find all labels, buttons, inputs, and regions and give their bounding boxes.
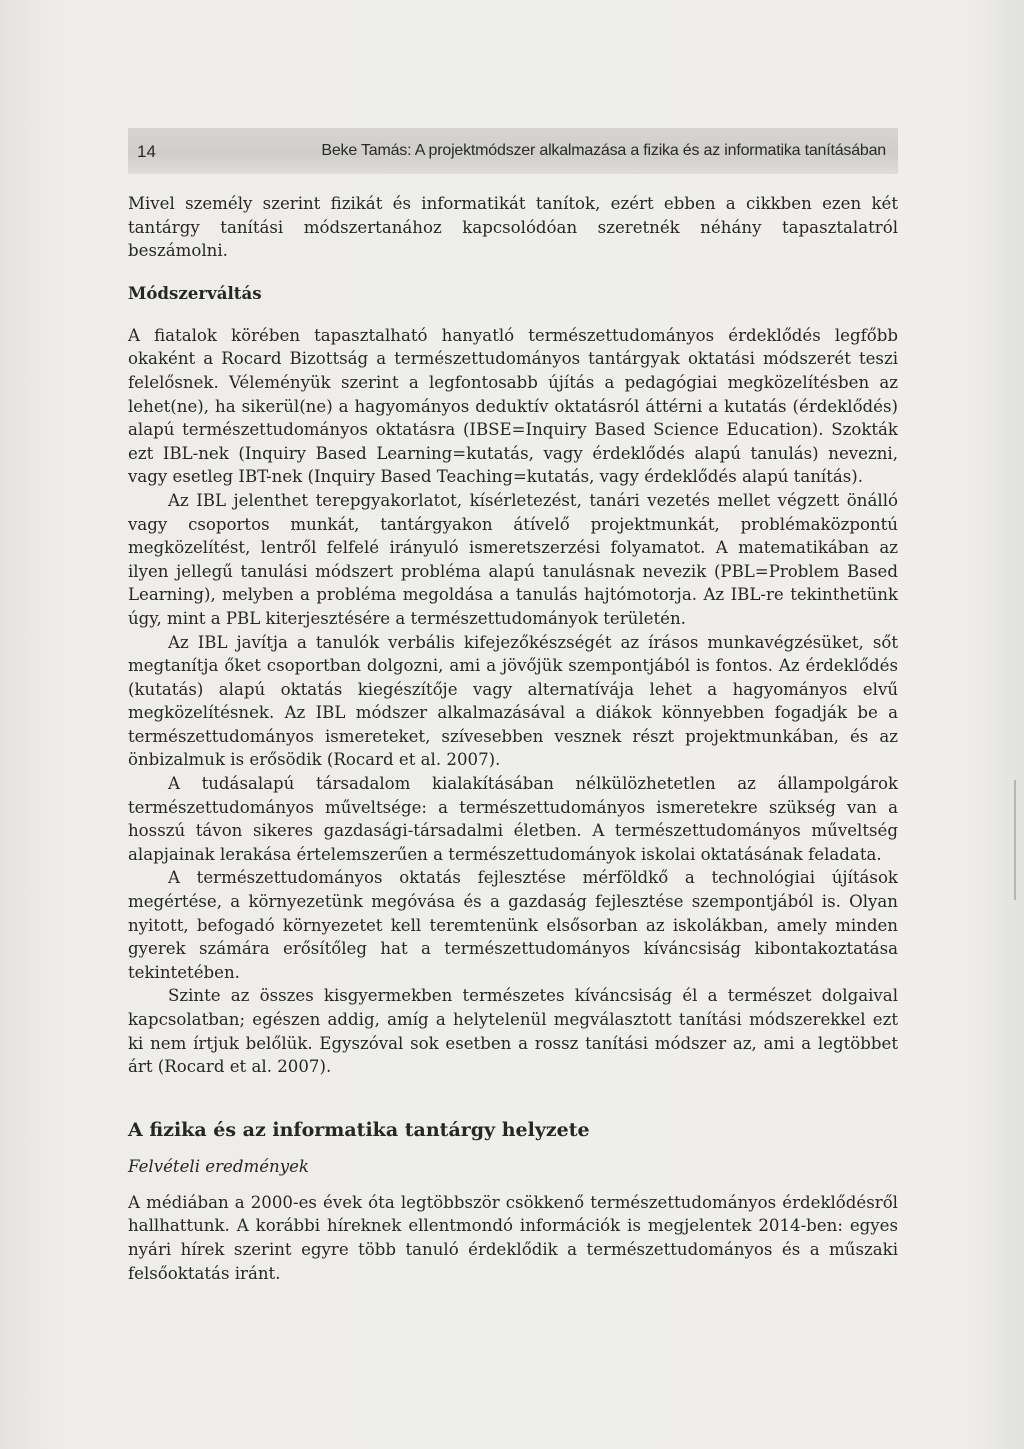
running-title: Beke Tamás: A projektmódszer alkalmazása a fizika és az informatika tanításában <box>321 142 886 159</box>
page-edge-shadow <box>1014 780 1016 900</box>
paragraph: Szinte az összes kisgyermekben természetes kíváncsiság él a természet dolgaival kapcsolatban; egészen addig, amíg a helytelenül megválasztott tanítási módszerekkel ezt ki nem írtjuk belőlük. Egyszóval sok esetben a rossz tanítási módszer az, ami a legtöbbet árt (Rocard et al. 2007). <box>128 986 898 1077</box>
section-heading-fizika-informatika: A fizika és az informatika tantárgy helyzete <box>128 1118 590 1141</box>
running-header <box>128 128 898 174</box>
paragraph: A tudásalapú társadalom kialakításában nélkülözhetetlen az állampolgárok természettudományos műveltsége: a természettudományos ismeretekre szükség van a hosszú távon sikeres gazdasági-társadalmi életben. A természettudományos műveltség alapjainak lerakása értelemszerűen a természettudományok iskolai oktatásának feladata. <box>128 774 898 864</box>
paragraph: Az IBL javítja a tanulók verbális kifejezőkészségét az írásos munkavégzésüket, sőt megtanítja őket csoportban dolgozni, ami a jövőjük szempontjából is fontos. Az érdeklődés (kutatás) alapú oktatás kiegészítője vagy alternatívája lehet a hagyományos elvű megközelítésnek. Az IBL módszer alkalmazásával a diákok könnyebben fogadják be a természettudományos ismereteket, szívesebben vesznek részt projektmunkában, és az önbizalmuk is erősödik (Rocard et al. 2007). <box>128 632 898 770</box>
body-text <box>128 192 898 1285</box>
intro-paragraph: Mivel személy szerint fizikát és informatikát tanítok, ezért ebben a cikkben ezen két tantárgy tanítási módszertanához kapcsolódóan szeretnék néhány tapasztalatról beszámolni. <box>128 194 898 261</box>
section-heading-modszervaltas: Módszerváltás <box>128 282 262 303</box>
page-number: 14 <box>137 142 156 161</box>
paragraph: A médiában a 2000-es évek óta legtöbbször csökkenő természettudományos érdeklődésről hallhattunk. A korábbi híreknek ellentmondó információk is megjelentek 2014-ben: egyes nyári hírek szerint egyre több tanuló érdeklődik a természettudományos és a műszaki felsőoktatás iránt. <box>128 1192 898 1283</box>
subsection-heading: Felvételi eredmények <box>128 1156 309 1176</box>
paragraph: A természettudományos oktatás fejlesztése mérföldkő a technológiai újítások megértése, a környezetünk megóvása és a gazdaság fejlesztése szempontjából is. Olyan nyitott, befogadó környezetet kell teremtenünk elsősorban az iskolákban, amely minden gyerek számára erősítőleg hat a természettudományos kíváncsiság kibontakoztatása tekintetében. <box>128 868 898 982</box>
paragraph: Az IBL jelenthet terepgyakorlatot, kísérletezést, tanári vezetés mellet végzett önálló vagy csoportos munkát, tantárgyakon átívelő projektmunkát, problémaközpontú megközelítést, lentről felfelé irányuló ismeretszerzési folyamatot. A matematikában az ilyen jellegű tanulási módszert probléma alapú tanulásnak nevezik (PBL=Problem Based Learning), melyben a probléma megoldása a tanulás hajtómotorja. Az IBL-re tekinthetünk úgy, mint a PBL kiterjesztésére a természettudományok területén. <box>128 490 898 628</box>
paragraph: A fiatalok körében tapasztalható hanyatló természettudományos érdeklődés legfőbb okaként a Rocard Bizottság a természettudományos tantárgyak oktatási módszerét teszi felelősnek. Véleményük szerint a legfontosabb újítás a pedagógiai megközelítésben az lehet(ne), ha sikerül(ne) a hagyományos deduktív oktatásról áttérni a kutatás (érdeklődés) alapú természettudományos oktatásra (IBSE=Inquiry Based Science Education). Szokták ezt IBL-nek (Inquiry Based Learning=kutatás, vagy érdeklődés alapú tanulás) nevezni, vagy esetleg IBT-nek (Inquiry Based Teaching=kutatás, vagy érdeklődés alapú tanítás). <box>128 325 898 487</box>
